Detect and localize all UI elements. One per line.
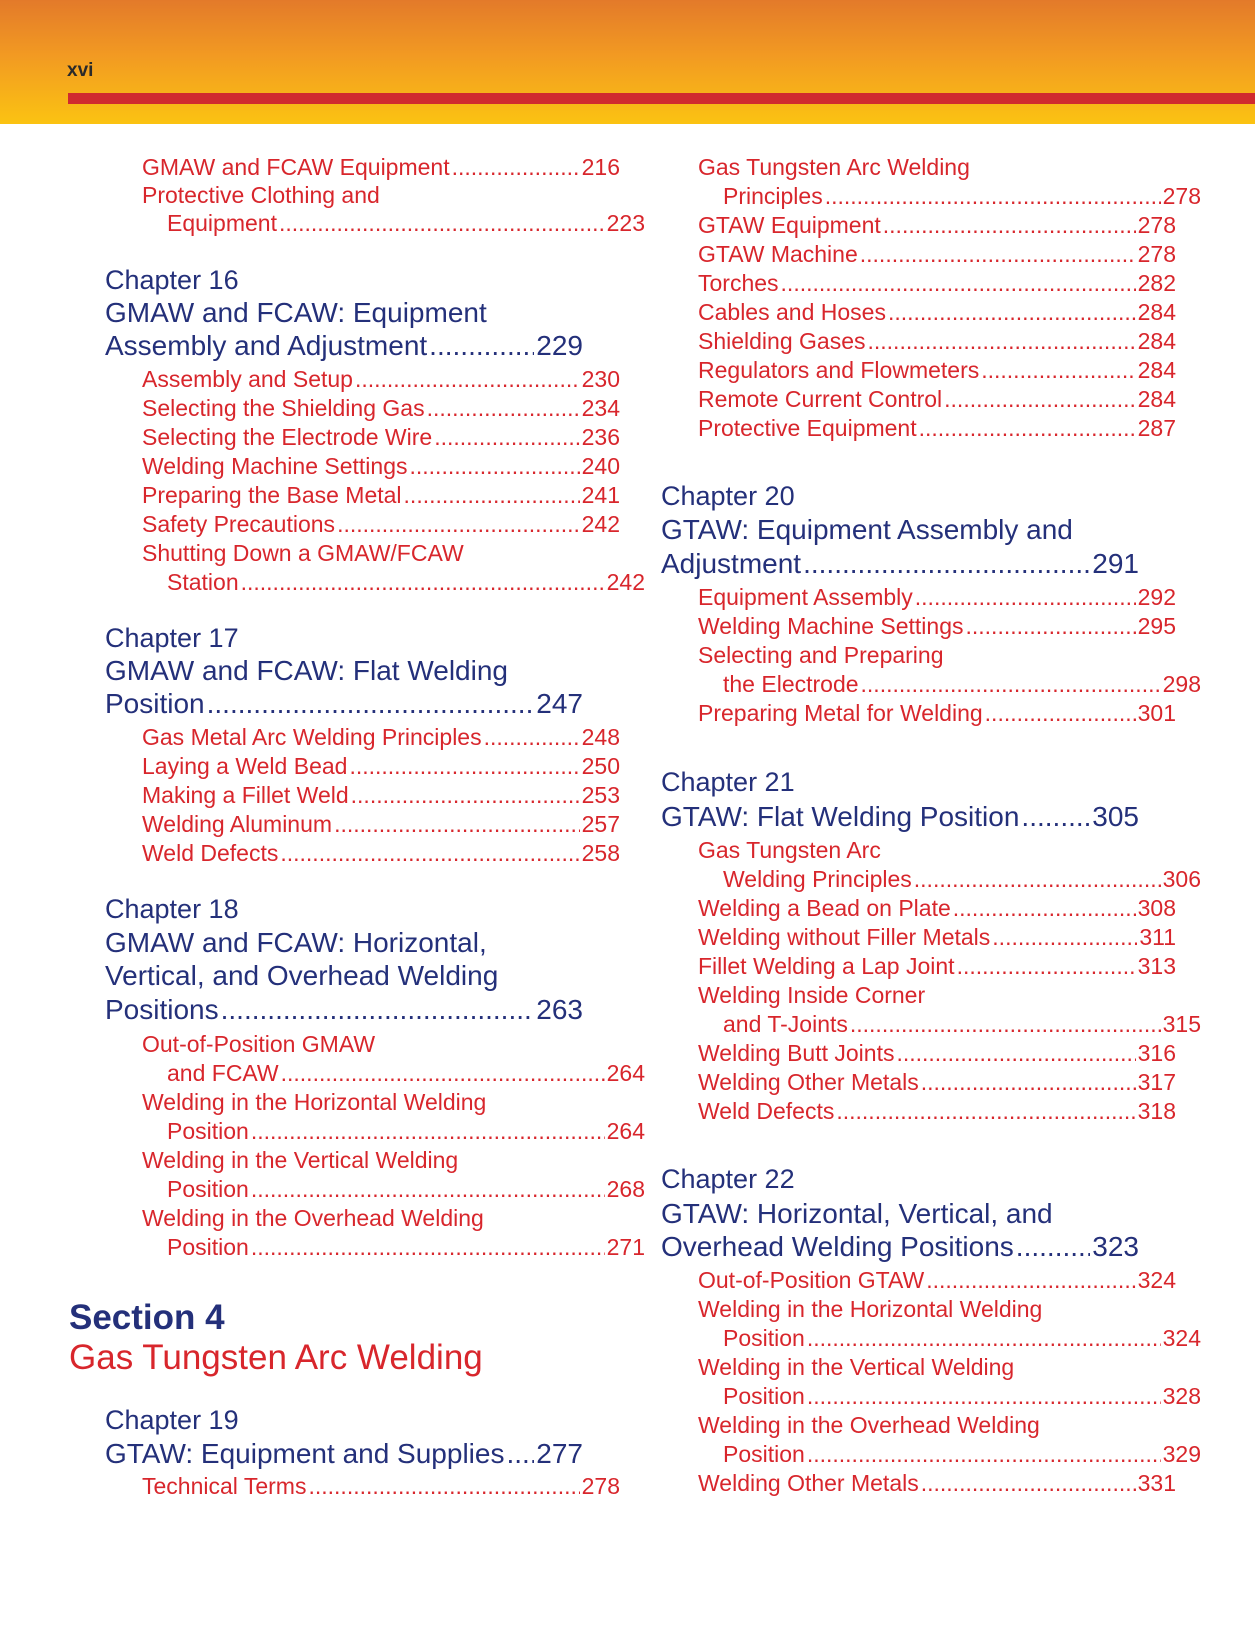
toc-entry[interactable]: Assembly and Setup ..... 230 xyxy=(105,365,620,393)
toc-entry[interactable]: Welding without Filler Metals ..... 311 xyxy=(661,923,1176,951)
toc-entry[interactable]: GTAW Machine ..... 278 xyxy=(661,240,1176,268)
chapter-label: Chapter 19 xyxy=(105,1405,239,1435)
toc-entry[interactable]: Technical Terms ..... 278 xyxy=(105,1472,620,1500)
toc-entry[interactable]: Protective Clothing and xyxy=(142,182,380,208)
chapter-label: Chapter 21 xyxy=(661,767,795,797)
chapter-label: Chapter 20 xyxy=(661,481,795,511)
chapter-title[interactable]: GMAW and FCAW: Equipment xyxy=(105,297,487,328)
toc-entry[interactable]: Welding in the Vertical Welding xyxy=(698,1354,1015,1380)
toc-entry[interactable]: Position ..... 328 xyxy=(661,1382,1201,1410)
toc-entry[interactable]: Gas Tungsten Arc Welding xyxy=(698,154,970,180)
toc-entry[interactable]: Selecting the Shielding Gas ..... 234 xyxy=(105,394,620,422)
toc-entry[interactable]: Welding in the Horizontal Welding xyxy=(142,1089,487,1115)
toc-entry[interactable]: Equipment ..... 223 xyxy=(105,209,645,237)
toc-entry[interactable]: Out-of-Position GTAW ..... 324 xyxy=(661,1266,1176,1294)
chapter-label: Chapter 22 xyxy=(661,1164,795,1194)
toc-entry[interactable]: Laying a Weld Bead ..... 250 xyxy=(105,752,620,780)
toc-entry[interactable]: Welding Inside Corner xyxy=(698,982,926,1008)
toc-entry[interactable]: Welding Other Metals ..... 317 xyxy=(661,1068,1176,1096)
chapter-title[interactable]: Adjustment ..... 291 xyxy=(661,547,1139,580)
toc-entry[interactable]: Welding Principles ..... 306 xyxy=(661,865,1201,893)
toc-entry[interactable]: Position ..... 324 xyxy=(661,1324,1201,1352)
toc-entry[interactable]: Remote Current Control ..... 284 xyxy=(661,385,1176,413)
page-number: xvi xyxy=(67,60,94,81)
toc-entry[interactable]: Welding in the Overhead Welding xyxy=(698,1412,1040,1438)
chapter-title[interactable]: GTAW: Flat Welding Position ..... 305 xyxy=(661,800,1139,833)
toc-entry[interactable]: Selecting the Electrode Wire ..... 236 xyxy=(105,423,620,451)
toc-entry[interactable]: Out-of-Position GMAW xyxy=(142,1031,376,1057)
toc-entry[interactable]: Welding Aluminum ..... 257 xyxy=(105,810,620,838)
toc-entry[interactable]: and FCAW ..... 264 xyxy=(105,1059,645,1087)
toc-entry[interactable]: and T-Joints ..... 315 xyxy=(661,1010,1201,1038)
chapter-title[interactable]: Overhead Welding Positions ..... 323 xyxy=(661,1230,1139,1263)
chapter-title[interactable]: Assembly and Adjustment ..... 229 xyxy=(105,329,583,362)
toc-entry[interactable]: Shielding Gases ..... 284 xyxy=(661,327,1176,355)
chapter-title[interactable]: GTAW: Equipment Assembly and xyxy=(661,514,1073,545)
toc-entry[interactable]: Gas Metal Arc Welding Principles ..... 248 xyxy=(105,723,620,751)
toc-entry[interactable]: Welding Machine Settings ..... 240 xyxy=(105,452,620,480)
toc-entry[interactable]: Gas Tungsten Arc xyxy=(698,837,881,863)
toc-entry[interactable]: Fillet Welding a Lap Joint ..... 313 xyxy=(661,952,1176,980)
toc-entry[interactable]: Position ..... 329 xyxy=(661,1440,1201,1468)
chapter-title[interactable]: GTAW: Equipment and Supplies ..... 277 xyxy=(105,1437,583,1470)
chapter-title[interactable]: Position ..... 247 xyxy=(105,687,583,720)
chapter-label: Chapter 16 xyxy=(105,265,239,295)
chapter-title[interactable]: Vertical, and Overhead Welding xyxy=(105,960,499,991)
toc-entry[interactable]: GMAW and FCAW Equipment ..... 216 xyxy=(105,153,620,181)
toc-entry[interactable]: GTAW Equipment ..... 278 xyxy=(661,211,1176,239)
toc-entry[interactable]: Welding Butt Joints ..... 316 xyxy=(661,1039,1176,1067)
toc-entry[interactable]: Torches ..... 282 xyxy=(661,269,1176,297)
toc-entry[interactable]: Equipment Assembly ..... 292 xyxy=(661,583,1176,611)
toc-entry[interactable]: Making a Fillet Weld ..... 253 xyxy=(105,781,620,809)
toc-entry[interactable]: the Electrode ..... 298 xyxy=(661,670,1201,698)
toc-entry[interactable]: Protective Equipment ..... 287 xyxy=(661,414,1176,442)
toc-entry[interactable]: Welding Other Metals ..... 331 xyxy=(661,1469,1176,1497)
toc-entry[interactable]: Selecting and Preparing xyxy=(698,642,944,668)
section-number: Section 4 xyxy=(69,1298,225,1337)
toc-entry[interactable]: Shutting Down a GMAW/FCAW xyxy=(142,540,464,566)
toc-entry[interactable]: Regulators and Flowmeters ..... 284 xyxy=(661,356,1176,384)
section-title[interactable]: Gas Tungsten Arc Welding xyxy=(69,1338,483,1377)
toc-entry[interactable]: Position ..... 271 xyxy=(105,1233,645,1261)
chapter-label: Chapter 17 xyxy=(105,623,239,653)
chapter-title[interactable]: GMAW and FCAW: Flat Welding xyxy=(105,655,508,686)
toc-entry[interactable]: Position ..... 264 xyxy=(105,1117,645,1145)
toc-entry[interactable]: Weld Defects ..... 258 xyxy=(105,839,620,867)
toc-entry[interactable]: Principles ..... 278 xyxy=(661,182,1201,210)
toc-entry[interactable]: Welding Machine Settings ..... 295 xyxy=(661,612,1176,640)
header-rule xyxy=(68,93,1255,104)
toc-entry[interactable]: Welding in the Vertical Welding xyxy=(142,1147,459,1173)
toc-entry[interactable]: Safety Precautions ..... 242 xyxy=(105,510,620,538)
toc-entry[interactable]: Welding a Bead on Plate ..... 308 xyxy=(661,894,1176,922)
chapter-label: Chapter 18 xyxy=(105,894,239,924)
page-header-band xyxy=(0,0,1255,124)
toc-entry[interactable]: Welding in the Overhead Welding xyxy=(142,1205,484,1231)
toc-entry[interactable]: Station ..... 242 xyxy=(105,568,645,596)
toc-entry[interactable]: Preparing Metal for Welding ..... 301 xyxy=(661,699,1176,727)
toc-entry[interactable]: Position ..... 268 xyxy=(105,1175,645,1203)
toc-entry[interactable]: Welding in the Horizontal Welding xyxy=(698,1296,1043,1322)
toc-entry[interactable]: Cables and Hoses ..... 284 xyxy=(661,298,1176,326)
toc-entry[interactable]: Preparing the Base Metal ..... 241 xyxy=(105,481,620,509)
chapter-title[interactable]: GTAW: Horizontal, Vertical, and xyxy=(661,1198,1053,1229)
chapter-title[interactable]: Positions ..... 263 xyxy=(105,993,583,1026)
toc-entry[interactable]: Weld Defects ..... 318 xyxy=(661,1097,1176,1125)
chapter-title[interactable]: GMAW and FCAW: Horizontal, xyxy=(105,927,487,958)
